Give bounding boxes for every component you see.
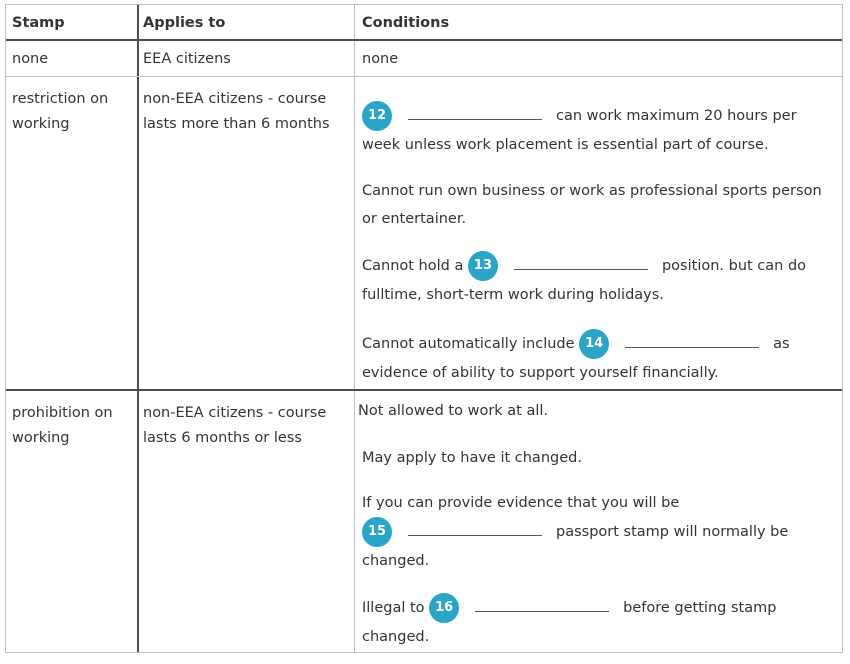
condition-text: If you can provide evidence that you will be bbox=[362, 495, 680, 511]
stamp-cell: restriction on working bbox=[12, 91, 109, 132]
stamp-cell: prohibition on working bbox=[12, 405, 113, 446]
table-row bbox=[6, 41, 842, 77]
condition-question-14 bbox=[362, 329, 832, 387]
conditions-table bbox=[5, 4, 843, 653]
applies-to-cell: EEA citizens bbox=[143, 51, 231, 67]
condition-question-16 bbox=[362, 593, 832, 651]
question-number-badge: 14 bbox=[579, 329, 609, 359]
question-number-badge: 13 bbox=[468, 251, 498, 281]
header-stamp: Stamp bbox=[12, 15, 65, 31]
question-number-badge: 16 bbox=[429, 593, 459, 623]
table-row bbox=[6, 77, 842, 391]
condition-text: can work maximum 20 hours per week unless work placement is essential part of course. bbox=[362, 108, 797, 153]
header-applies-to: Applies to bbox=[143, 15, 226, 31]
condition-question-13 bbox=[362, 251, 832, 309]
condition-text: Cannot automatically include bbox=[362, 336, 575, 352]
condition-text: passport stamp will normally be changed. bbox=[362, 524, 789, 569]
applies-to-cell: non-EEA citizens - course lasts more than 6 months bbox=[143, 91, 330, 132]
answer-blank-16[interactable] bbox=[475, 593, 609, 612]
question-number-badge: 15 bbox=[362, 517, 392, 547]
question-number-badge: 12 bbox=[362, 101, 392, 131]
conditions-cell: none bbox=[362, 51, 399, 67]
condition-text: Cannot run own business or work as professional sports person or entertainer. bbox=[362, 183, 822, 227]
condition-text: as evidence of ability to support yourself financially. bbox=[362, 336, 790, 381]
answer-blank-15[interactable] bbox=[408, 517, 542, 536]
applies-to-cell: non-EEA citizens - course lasts 6 months or less bbox=[143, 405, 327, 446]
condition-question-12 bbox=[362, 101, 832, 159]
condition-text: May apply to have it changed. bbox=[362, 450, 582, 466]
stamp-cell: none bbox=[12, 51, 49, 67]
answer-blank-14[interactable] bbox=[625, 329, 759, 348]
condition-text: position. but can do fulltime, short-term work during holidays. bbox=[362, 258, 807, 303]
answer-blank-12[interactable] bbox=[408, 101, 542, 120]
table-row bbox=[6, 391, 842, 654]
condition-text: Cannot hold a bbox=[362, 258, 464, 274]
condition-text: before getting stamp changed. bbox=[362, 600, 777, 645]
condition-text: Illegal to bbox=[362, 600, 425, 616]
condition-question-15 bbox=[362, 489, 832, 575]
header-conditions: Conditions bbox=[362, 15, 450, 31]
table-header-row bbox=[6, 5, 842, 41]
answer-blank-13[interactable] bbox=[514, 251, 648, 270]
condition-text: Not allowed to work at all. bbox=[358, 403, 549, 419]
